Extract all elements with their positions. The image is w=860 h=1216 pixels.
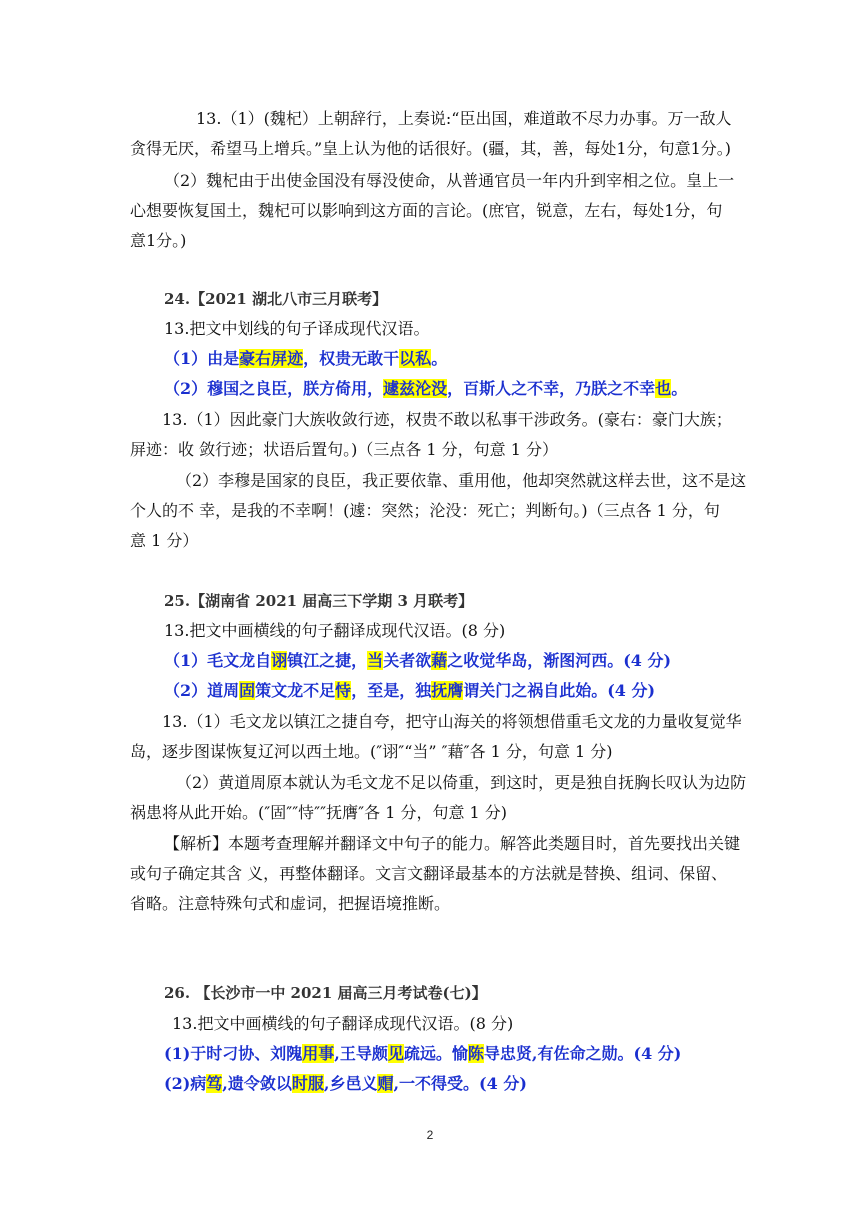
answer-line: 屏迹：收 敛行迹；状语后置句。)（三点各 1 分，句意 1 分） (130, 440, 559, 459)
answer-line: 个人的不 幸，是我的不幸啊！(遽：突然；沦没：死亡；判断句。)（三点各 1 分，句 (130, 501, 720, 520)
answer-line: 祸患将从此开始。(″固″″恃″″抚膺″各 1 分，句意 1 分) (130, 803, 508, 822)
question-instruction: 13.把文中画横线的句子翻译成现代汉语。(8 分) (172, 1014, 514, 1033)
source-sentence-2: （2）穆国之良臣，朕方倚用，遽兹沦没，百斯人之不幸，乃朕之不幸也。 (164, 379, 688, 398)
answer-line: 13.（1）因此豪门大族收敛行迹，权贵不敢以私事干涉政务。(豪右：豪门大族； (162, 410, 732, 429)
answer-line: 意1分。) (130, 231, 187, 250)
answer-line: （2）魏杞由于出使金国没有辱没使命，从普通官员一年内升到宰相之位。皇上一 (164, 171, 735, 190)
page-number: 2 (426, 1128, 434, 1142)
question-title: 25.【湖南省 2021 届高三下学期 3 月联考】 (164, 592, 474, 610)
source-sentence-1: （1）由是豪右屏迹，权贵无敢干以私。 (164, 349, 448, 368)
question-instruction: 13.把文中画横线的句子翻译成现代汉语。(8 分) (164, 621, 506, 640)
source-sentence-2: （2）道周固策文龙不足恃，至是，独抚膺谓关门之祸自此始。(4 分) (164, 681, 656, 700)
question-title: 24.【2021 湖北八市三月联考】 (164, 290, 388, 308)
answer-line: 心想要恢复国土，魏杞可以影响到这方面的言论。(庶官，锐意，左右，每处1分，句 (130, 201, 723, 220)
question-instruction: 13.把文中划线的句子译成现代汉语。 (164, 319, 430, 338)
answer-line: 贪得无厌，希望马上增兵。”皇上认为他的话很好。(疆，其，善，每处1分，句意1分。) (130, 139, 732, 158)
analysis-line: 【解析】本题考查理解并翻译文中句子的能力。解答此类题目时，首先要找出关键 (164, 834, 741, 853)
answer-line: （2）李穆是国家的良臣，我正要依靠、重用他，他却突然就这样去世，这不是这 (176, 471, 747, 490)
answer-line: 13.（1）(魏杞）上朝辞行，上奏说:“臣出国，难道敢不尽力办事。万一敌人 (196, 109, 732, 128)
answer-line: （2）黄道周原本就认为毛文龙不足以倚重，到这时，更是独自抚胸长叹认为边防 (176, 773, 747, 792)
analysis-line: 或句子确定其含 义，再整体翻译。文言文翻译最基本的方法就是替换、组词、保留、 (130, 864, 728, 883)
source-sentence-1: (1)于时刁协、刘隗用事,王导颇见疏远。愉陈导忠贤,有佐命之勋。(4 分) (164, 1044, 682, 1063)
analysis-line: 省略。注意特殊句式和虚词，把握语境推断。 (130, 894, 451, 913)
source-sentence-1: （1）毛文龙自诩镇江之捷，当关者欲藉之收觉华岛，渐图河西。(4 分) (164, 651, 672, 670)
answer-line: 13.（1）毛文龙以镇江之捷自夸，把守山海关的将领想借重毛文龙的力量收复觉华 (162, 712, 742, 731)
answer-line: 岛，逐步图谋恢复辽河以西土地。(″诩″“当” ″藉″各 1 分，句意 1 分) (130, 742, 613, 761)
answer-line: 意 1 分） (130, 531, 199, 550)
question-title: 26. 【长沙市一中 2021 届高三月考试卷(七)】 (164, 984, 487, 1002)
source-sentence-2: (2)病笃,遗令敛以时服,乡邑义赗,一不得受。(4 分) (164, 1074, 527, 1093)
